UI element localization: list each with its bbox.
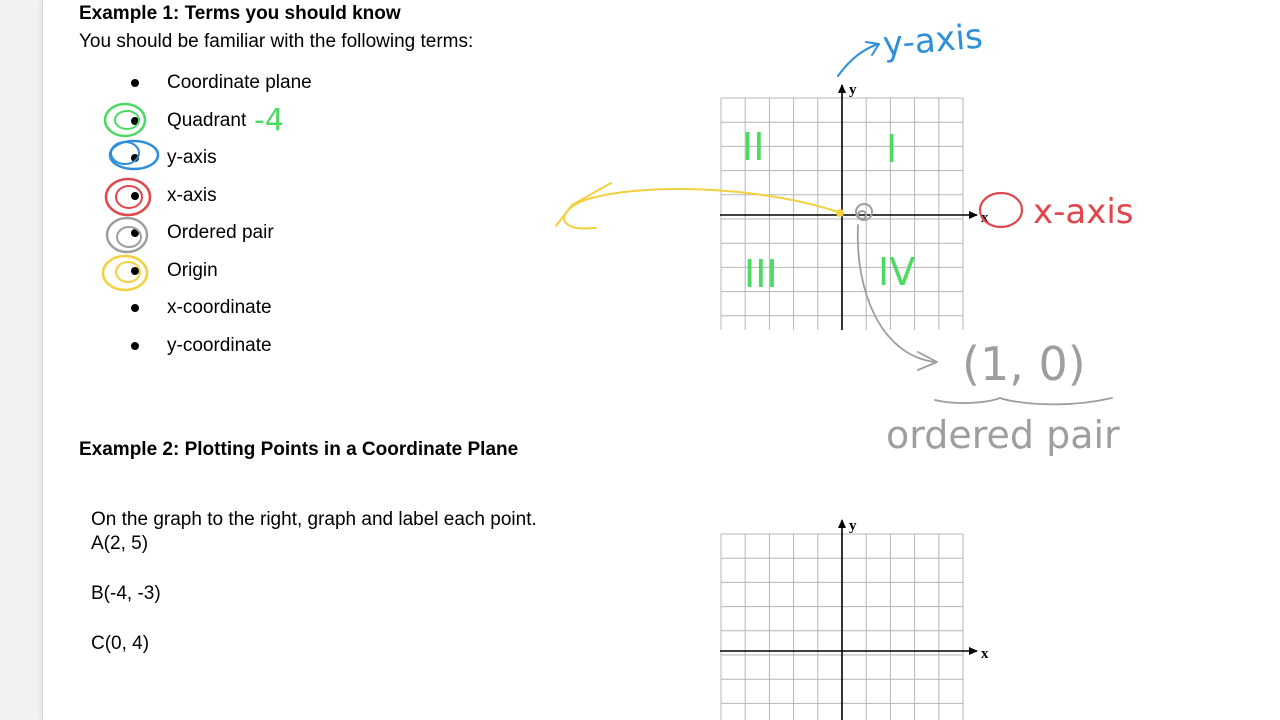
term-quadrant: Quadrant [167, 110, 247, 131]
point-b: B(-4, -3) [91, 583, 161, 604]
quadrant-iv: IV [878, 250, 916, 294]
y-axis-note: y-axis [881, 16, 985, 65]
quadrant-count-note: -4 [254, 103, 284, 138]
ordered-pair-brace [935, 398, 1112, 404]
point-a: A(2, 5) [91, 533, 149, 554]
blue-circle-inner [111, 142, 139, 164]
quadrant-i: I [886, 127, 898, 171]
example2-title: Example 2: Plotting Points in a Coordinate Plane [79, 439, 519, 460]
y-axis-label: y [849, 82, 857, 98]
term-y-axis: y-axis [167, 147, 217, 168]
term-y-coordinate: y-coordinate [167, 335, 272, 356]
red-circle-inner [116, 186, 142, 208]
red-circle [106, 179, 150, 215]
example1-title: Example 1: Terms you should know [79, 3, 401, 24]
quadrant-ii: II [742, 125, 765, 169]
term-origin: Origin [167, 260, 218, 281]
x-axis-label: x [981, 210, 989, 226]
term-ordered-pair: Ordered pair [167, 222, 274, 243]
yellow-circle-inner [116, 262, 140, 282]
point-c: C(0, 4) [91, 633, 150, 654]
origin-marker [836, 209, 844, 217]
x-axis-note: x-axis [1033, 192, 1134, 232]
example2-instruction: On the graph to the right, graph and label each point. [91, 509, 537, 530]
bullet-circles [103, 104, 158, 290]
ordered-pair-label: ordered pair [886, 413, 1120, 457]
term-coordinate-plane: Coordinate plane [167, 72, 312, 93]
term-x-axis: x-axis [167, 185, 217, 206]
gray-circle-inner [117, 227, 141, 247]
term-x-coordinate: x-coordinate [167, 297, 272, 318]
x-axis-label: x [981, 646, 989, 662]
ordered-pair-note: (1, 0) [962, 337, 1086, 391]
quadrant-iii: III [744, 252, 778, 296]
green-circle-inner [115, 111, 139, 129]
example1-intro: You should be familiar with the following terms: [79, 31, 474, 52]
coordinate-grid-2 [720, 518, 989, 720]
y-axis-arrow [838, 44, 878, 76]
y-axis-label: y [849, 518, 857, 534]
